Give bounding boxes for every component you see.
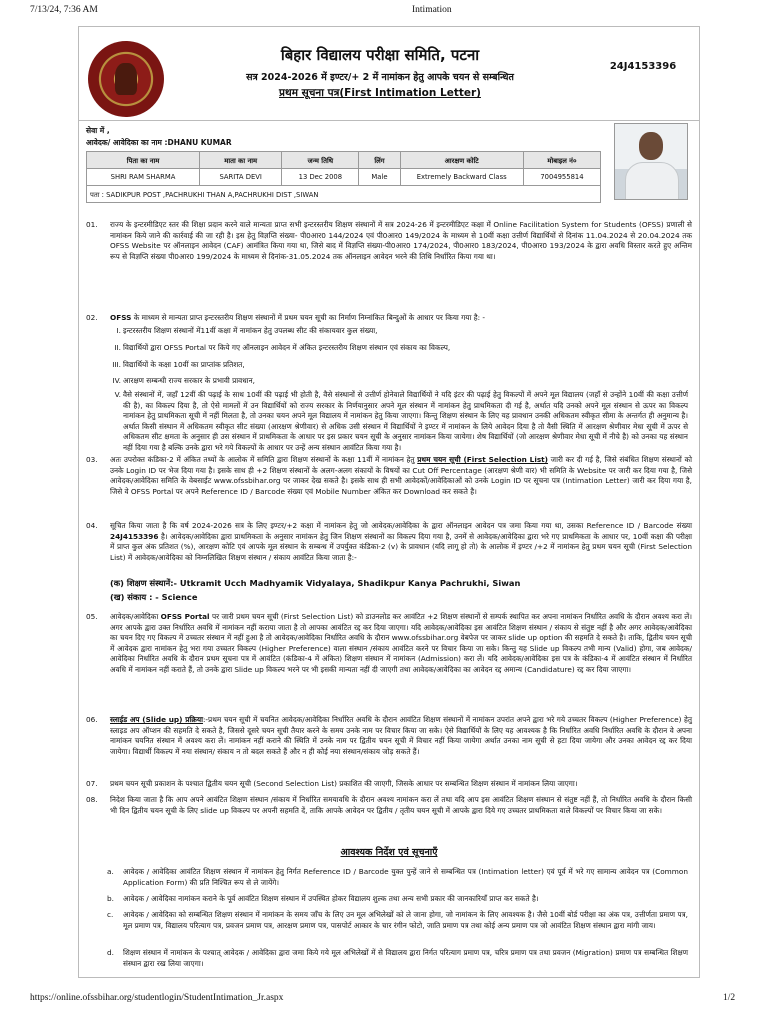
column-header: मोबाइल नं० bbox=[523, 152, 600, 169]
para-body: सूचित किया जाता है कि वर्ष 2024-2026 सत्र के लिए इण्टर/+2 कक्षा में नामांकन हेतु जो आवेदक/आवेदिका के द्वारा ऑनलाइन आवेदन पत्र जमा किया गया था, उसका Reference ID / Barcode संख्या bbox=[110, 521, 692, 530]
list-item bbox=[112, 360, 688, 371]
column-header: पिता का नाम bbox=[87, 152, 200, 169]
item-number: b. bbox=[107, 894, 114, 903]
para-text: राज्य के इन्टरमीडिएट स्तर की शिक्षा प्रदान करने वाले मान्यता प्राप्त सभी इन्टरस्तरीय शिक्षण संस्थानों में सत्र 2024-26 में इन्टरमीडिएट कक्षा में Online Facilitation System for Students (OFSS) प्रणाली से नामांकन किये जाने की कार्रवाई की जा रही है। इस हेतु विज्ञप्ति संख्या- पी0आर0 144/2024 एवं पी0आर0 149/2024 के माध्यम से 10वीं कक्षा उत्तीर्ण विद्यार्थियों से दिनांक 11.04.2024 से 20.04.2024 तक OFSS Website पर ऑनलाइन आवेदन (CAF) आमंत्रित किया गया था, जिसे बाद में विज्ञप्ति संख्या-पी0आर0 174/2024, पी0आर0 183/2024, पी0आर0 193/2024 के द्वारा अवधि विस्तार करते हुए अन्तिम रूप से विज्ञप्ति संख्या पी0आर0 199/2024 के माध्यम से दिनांक-31.05.2024 तक ऑनलाइन आवेदन भरने की तिथि निर्धारित किया गया था। bbox=[110, 220, 693, 261]
para-text bbox=[110, 612, 692, 676]
table-row bbox=[87, 186, 601, 203]
para-07 bbox=[86, 779, 692, 790]
para-number: 07. bbox=[86, 779, 98, 788]
column-header: जन्म तिथि bbox=[282, 152, 359, 169]
para-body: :-प्रथम चयन सूची में चयनित आवेदक/आवेदिका निर्धारित अवधि के दौरान आवंटित शिक्षण संस्थानों में नामांकन उपरांत अपने द्वारा भरे गये उच्चतर विकल्प (Higher Preference) हेतु स्लाइड अप ऑप्शन की सहमति दे सकते है, जिससे दूसरे चयन सूची तैयार करने के समय उनके नाम पर विचार किया जा सके। ऐसे विद्यार्थियों के लिए यह आवश्यक है कि निर्धारित अवधि निर्धारित अवधि के दौरान वे अपना नामांकन चयनित संस्थान में अवश्य करा लें। नामांकन नहीं कराने की स्थिति में उनके नाम पर द्वितीय चयन सूची में विचार नहीं किया जायेगा अर्थात उनका नाम सूची से हटा दिया जायेगा और उनका आवेदन रद्द कर दिया जायेगा। विद्यार्थी विकल्प में नया संस्थान/ संकाय न तो बदल सकते हैं और न ही कोई नया संस्थान/संकाय जोड़ सकते हैं। bbox=[110, 715, 692, 756]
item-text: विद्यार्थियों के कक्षा 10वीं का प्राप्तांक प्रतिशत, bbox=[123, 360, 245, 369]
list-item bbox=[107, 948, 688, 969]
item-text: शिक्षण संस्थान में नामांकन के पश्चात् आवेदक / आवेदिका द्वारा जमा किये गये मूल अभिलेखों में से विद्यालय द्वारा निर्गत परित्याग प्रमाण पत्र, चरित्र प्रमाण पत्र तथा प्रवजन (Migration) प्रमाण पत्र सम्बन्धित शिक्षण संस्थान द्वारा रख लिया जाएगा। bbox=[123, 948, 688, 968]
page-url: https://online.ofssbihar.org/studentlogin/StudentIntimation_Jr.aspx bbox=[30, 993, 284, 1003]
para-number: 06. bbox=[86, 715, 98, 724]
intimation-letter bbox=[78, 26, 700, 978]
item-text: विद्यार्थियों द्वारा OFSS Portal पर किये गए ऑनलाइन आवेदन में अंकित इन्टरस्तरीय शिक्षण संस्थान एवं संकाय का विकल्प, bbox=[123, 343, 451, 352]
print-datetime: 7/13/24, 7:36 AM bbox=[30, 5, 98, 15]
mother-name: SARITA DEVI bbox=[200, 169, 282, 186]
item-number: d. bbox=[107, 948, 114, 957]
table-row bbox=[87, 169, 601, 186]
item-number: II. bbox=[114, 343, 121, 352]
list-item bbox=[112, 376, 688, 387]
para-text: प्रथम चयन सूची प्रकाशन के पश्चात द्वितीय चयन सूची (Second Selection List) प्रकाशित की जाएगी, जिसके आधार पर सम्बन्धित शिक्षण संस्थान में नामांकन लिया जाएगा। bbox=[110, 779, 578, 788]
first-selection-list-label: प्रथम चयन सूची (First Selection List) bbox=[417, 455, 549, 464]
item-text: आरक्षण सम्बन्धी राज्य सरकार के प्रभावी प्रावधान, bbox=[123, 376, 255, 385]
para-text: निदेश किया जाता है कि आप अपने आवंटित शिक्षण संस्थान /संकाय में निर्धारित समयावधि के दौरान अवश्य नामांकन करा लें तथा यदि आप इस आवंटित शिक्षण संस्थान से संतुष्ट नहीं हैं, तो निर्धारित अवधि के दौरान किसी भी दिन द्वितीय चयन सूची के लिए slide up विकल्प पर अपनी सहमति दें, ताकि आपके आवेदन पर द्वितीय / तृतीय चयन सूची में आपके द्वारा दिये गए उच्चतर प्राथमिकता वाले विकल्पों पर विचार किया जा सके। bbox=[110, 795, 692, 815]
para-number: 01. bbox=[86, 220, 98, 229]
item-number: c. bbox=[107, 910, 114, 919]
allotted-faculty: (ख) संकाय : - Science bbox=[110, 592, 198, 602]
item-number: IV. bbox=[112, 376, 121, 385]
allotted-school: (क) शिक्षण संस्थानें:- Utkramit Ucch Madhyamik Vidyalaya, Shadikpur Kanya Pachrukhi, Siwan bbox=[110, 578, 521, 588]
para-text bbox=[110, 521, 692, 563]
item-text: वैसे संस्थानों में, जहाँ 12वीं की पढ़ाई के साथ 10वीं की पढ़ाई भी होती है, वैसे संस्थानों से उत्तीर्ण होनेवाले विद्यार्थियों ने यदि इंटर की पढ़ाई हेतु विकल्पों में अपने मूल विद्यालय (जहाँ से उन्होंने 10वीं की कक्षा उत्तीर्ण की है), का विकल्प दिया है, तो ऐसे मामलों में उन विद्यार्थियों को राज्य सरकार के निर्णयानुसार अपने मूल संस्थान में नामांकन हेतु प्राथमिकता दी गई है, अर्थात यदि उनको अपने मूल संस्थान से ऊपर का विकल्प नामांकन हेतु प्राथमिकता सूची में नहीं मिलता है, तो उनका चयन अपने मूल विद्यालय में नामांकन हेतु किया जाएगा। किन्तु शिक्षण संस्थान के लिए यह प्रावधान उनकी अधिकतम स्वीकृत सीमा के अन्तर्गत ही अनुमान्य है। अर्थात किसी संस्थान में अधिकतम स्वीकृत सीट संख्या (आरक्षण श्रेणीवार) से अधिक उसी संस्थान में विद्यार्थियों ने इण्टर में नामांकन के लिये आवेदन दिया है तो वैसी स्थिति में आरक्षण श्रेणीवार मेधा सूची में ऊपर से अधिकतम सीट क्षमता के अनुसार ही उस संस्थान में प्राथमिकता के आधार पर इस प्रकार चयन सूची के अनुसार नामांकन किया जायेगा। शेष विद्यार्थियों (जो आरक्षण श्रेणीवार मेधा सूची में नीचे है) को उनका यह संस्थान नहीं दिया गया है बल्कि उनके द्वारा भरे गये विकल्पों के आधार पर उन्हें अन्य संस्थान आवंटित किया गया है। bbox=[123, 390, 688, 452]
list-item bbox=[116, 326, 688, 337]
browser-print-header bbox=[0, 0, 768, 18]
applicant-info-table bbox=[86, 151, 601, 203]
para-number: 02. bbox=[86, 313, 98, 322]
list-item bbox=[114, 390, 688, 454]
bseb-seal-logo bbox=[88, 41, 164, 117]
item-text: आवेदक / आवेदिका को सम्बन्धित शिक्षण संस्थान में नामांकन के समय जाँच के लिए उन मूल अभिलेखों को ले जाना होगा, जो नामांकन के लिए आवश्यक है। जैसे 10वीं बोर्ड परीक्षा का अंक पत्र, उत्तीर्णता प्रमाण पत्र, मूल प्रमाण पत्र, विद्यालय परित्याग पत्र, प्रवजन प्रमाण पत्र, आरक्षण प्रमाण पत्र, पासपोर्ट आकार के चार रंगीन फोटो, जाति प्रमाण पत्र तथा कोई अन्य प्रमाण पत्र जो आवंटित शिक्षण संस्थान द्वारा मांगी जाय। bbox=[123, 910, 688, 930]
table-header-row bbox=[87, 152, 601, 169]
mobile-number: 7004955814 bbox=[523, 169, 600, 186]
date-of-birth: 13 Dec 2008 bbox=[282, 169, 359, 186]
list-item bbox=[107, 910, 688, 931]
item-number: a. bbox=[107, 867, 114, 876]
reservation-category: Extremely Backward Class bbox=[400, 169, 523, 186]
header-divider bbox=[79, 120, 699, 121]
column-header: माता का नाम bbox=[200, 152, 282, 169]
para-lead: OFSS bbox=[110, 313, 132, 322]
para-text bbox=[110, 715, 692, 757]
ofss-portal-label: OFSS Portal bbox=[160, 612, 210, 621]
address: पता : SADIKPUR POST ,PACHRUKHI THAN A,PACHRUKHI DIST ,SIWAN bbox=[87, 186, 601, 203]
browser-print-footer bbox=[0, 990, 768, 1010]
father-name: SHRI RAM SHARMA bbox=[87, 169, 200, 186]
para-text bbox=[110, 313, 692, 324]
item-text: इन्टरस्तरीय शिक्षण संस्थानों में11वीं कक्षा में नामांकन हेतु उपलब्ध सीट की संकायवार कुल संख्या, bbox=[123, 326, 378, 335]
letter-title: प्रथम सूचना पत्र(First Intimation Letter) bbox=[279, 87, 481, 99]
item-text: आवेदक / आवेदिका आवंटित शिक्षण संस्थान में नामांकन हेतु निर्गत Reference ID / Barcode युक्त पुन्हें जाने से सम्बन्धित पत्र (Intimation letter) एवं पूर्व में भरे गए सामान्य आवेदन पत्र (Common Application Form) की प्रति निश्चित रूप से ले जायेंगे। bbox=[123, 867, 688, 887]
applicant-name: आवेदक/ आवेदिका का नाम :DHANU KUMAR bbox=[86, 138, 232, 147]
para-body: पर जारी प्रथम चयन सूची (First Selection List) को डाउनलोड कर आवंटित +2 शिक्षण संस्थानों से सम्पर्क स्थापित कर अपना नामांकन निर्धारित अवधि के दौरान अवश्य करा लें। अगर आपके द्वारा उक्त निर्धारित अवधि में नामांकन नहीं कराया जाता है तो आपका आवंटित रद्द कर दिया जाएगा। यदि आवेदक/आवेदिका इस आवंटित शिक्षण संस्थान / संकाय से संतुष्ट नहीं है और अगर आवेदक/आवेदिका का चयन दिए गए विकल्प में उच्चतर संस्थान में नहीं हुआ है तो आवेदक/आवेदिका निर्धारित अवधि के दौरान www.ofssbihar.org वेबपेज पर जाकर slide up option की सहमति दे सकते है। ताकि, द्वितीय चयन सूची में आवेदक द्वारा नामांकन हेतु भरा गया उच्चतर विकल्प (Higher Preference) वाला संस्थान /संकाय आवंटित करने पर विचार किया जा सके। किन्तु यह Slide up विकल्प तभी मान्य (Valid) होगा, जब आवेदक/आवेदिका निर्धारित अवधि के दौरान प्रथम सूचना पत्र में आवंटित (कंडिका-4 में अंकित) शिक्षण संस्थान में नामांकन (Admission) करा लें। यदि आवेदक/आवेदिका इस पत्र के कंडिका-4 में आवंटित संस्थान में निर्धारित अवधि में नामांकन नहीं कराते हैं, तो उनके द्वारा Slide up विकल्प भरने पर भी इसकी मान्यता नहीं दी जाएगी तथा आवेदक/आवेदिका का आवेदन रद्द अमान्य (Candidature) रद्द कर दिया जाएगा। bbox=[110, 612, 693, 674]
para-02 bbox=[86, 313, 692, 324]
salutation: सेवा में , bbox=[86, 126, 110, 135]
para-number: 08. bbox=[86, 795, 98, 804]
reference-id: 24J4153396 bbox=[609, 61, 677, 72]
para-03 bbox=[86, 455, 692, 497]
reference-id-inline: 24J4153396 bbox=[110, 531, 159, 541]
para-body: अतः उपरोक्त कंडिका-2 में अंकित तथ्यों के आलोक में समिति द्वारा शिक्षण संस्थानों के कक्षा 11वीं में नामांकन हेतु bbox=[110, 455, 418, 464]
letter-subtitle: सत्र 2024-2026 में इण्टर/+ 2 में नामांकन हेतु आपके चयन से सम्बन्धित bbox=[246, 72, 514, 83]
para-body: है। आवेदक/आवेदिका द्वारा प्राथमिकता के अनुसार नामांकन हेतु जिन शिक्षण संस्थानों का विकल्प दिया गया है, उनमें से आवेदक/आवेदिका द्वारा भरे गए प्राथमिकता के आधार पर, 10वीं कक्षा की परीक्षा में प्राप्त कुल अंक प्रतिशत (%), आरक्षण कोटि एवं आपके मूल संस्थान के सम्बन्ध में उपर्युक्त कंडिका-2 (v) के प्रावधान (यदि लागू हो तो) के आलोक में इण्टर /+2 में नामांकन हेतु प्रथम चयन सूची (First Selection List) में आवेदक/आवेदिका को निम्नलिखित शिक्षण संस्थान / संकाय आवंटित किया जाता है:- bbox=[110, 531, 692, 562]
item-text: आवेदक / आवेदिका नामांकन कराने के पूर्व आवंटित शिक्षण संस्थान में उपस्थित होकर विद्यालय शुल्क तथा अन्य सभी प्रकार की जानकारियाँ प्राप्त कर सकते है। bbox=[123, 894, 539, 903]
list-item bbox=[114, 343, 688, 354]
org-name: बिहार विद्यालय परीक्षा समिति, पटना bbox=[280, 46, 480, 64]
para-number: 05. bbox=[86, 612, 98, 621]
list-item bbox=[107, 867, 688, 888]
page-number: 1/2 bbox=[723, 993, 736, 1003]
para-body: जारी कर दी गई है, जिसे संबंधित शिक्षण संस्थानों को उनके Login ID पर भेज दिया गया है। इसके साथ ही +2 शिक्षण संस्थानों के अलग-अलग संकायों के विषयों का Cut Off Percentage (आरक्षण श्रेणी वार) भी समिति के Website पर जारी कर दिया गया है, जिसे आवेदक/आवेदिका समिति के वेबसाईट www.ofssbihar.org पर जाकर देख सकते है। इसके साथ ही सभी आवेदकों/आवेदिकाओं को उनके Login ID पर सूचना पत्र (Intimation Letter) जारी कर दिया गया है, जिसे वे OFSS Portal पर अपने Reference ID / Barcode संख्या एवं Mobile Number अंकित कर Download कर सकते है। bbox=[110, 455, 692, 496]
instructions-heading: आवश्यक निर्देश एवं सूचनाएँ bbox=[340, 847, 438, 858]
para-text bbox=[110, 455, 692, 497]
para-number: 04. bbox=[86, 521, 98, 530]
column-header: लिंग bbox=[359, 152, 400, 169]
para-04 bbox=[86, 521, 692, 563]
slide-up-label: स्लाईड अप (Slide up) प्रक्रिया bbox=[110, 715, 203, 724]
print-page-title: Intimation bbox=[412, 5, 452, 15]
para-06 bbox=[86, 715, 692, 757]
applicant-photo bbox=[614, 123, 688, 200]
list-item bbox=[107, 894, 688, 905]
item-number: III. bbox=[112, 360, 121, 369]
item-number: I. bbox=[116, 326, 121, 335]
para-number: 03. bbox=[86, 455, 98, 464]
para-body: आवेदक/आवेदिका bbox=[110, 612, 161, 621]
para-body: के माध्यम से मान्यता प्राप्त इन्टरस्तरीय शिक्षण संस्थानों में प्रथम चयन सूची का निर्माण निम्नांकित बिन्दुओं के आधार पर किया गया है: - bbox=[131, 313, 485, 322]
para-08 bbox=[86, 795, 692, 816]
para-01 bbox=[86, 220, 692, 262]
gender: Male bbox=[359, 169, 400, 186]
para-05 bbox=[86, 612, 692, 676]
column-header: आरक्षण कोटि bbox=[400, 152, 523, 169]
item-number: V. bbox=[114, 390, 121, 399]
